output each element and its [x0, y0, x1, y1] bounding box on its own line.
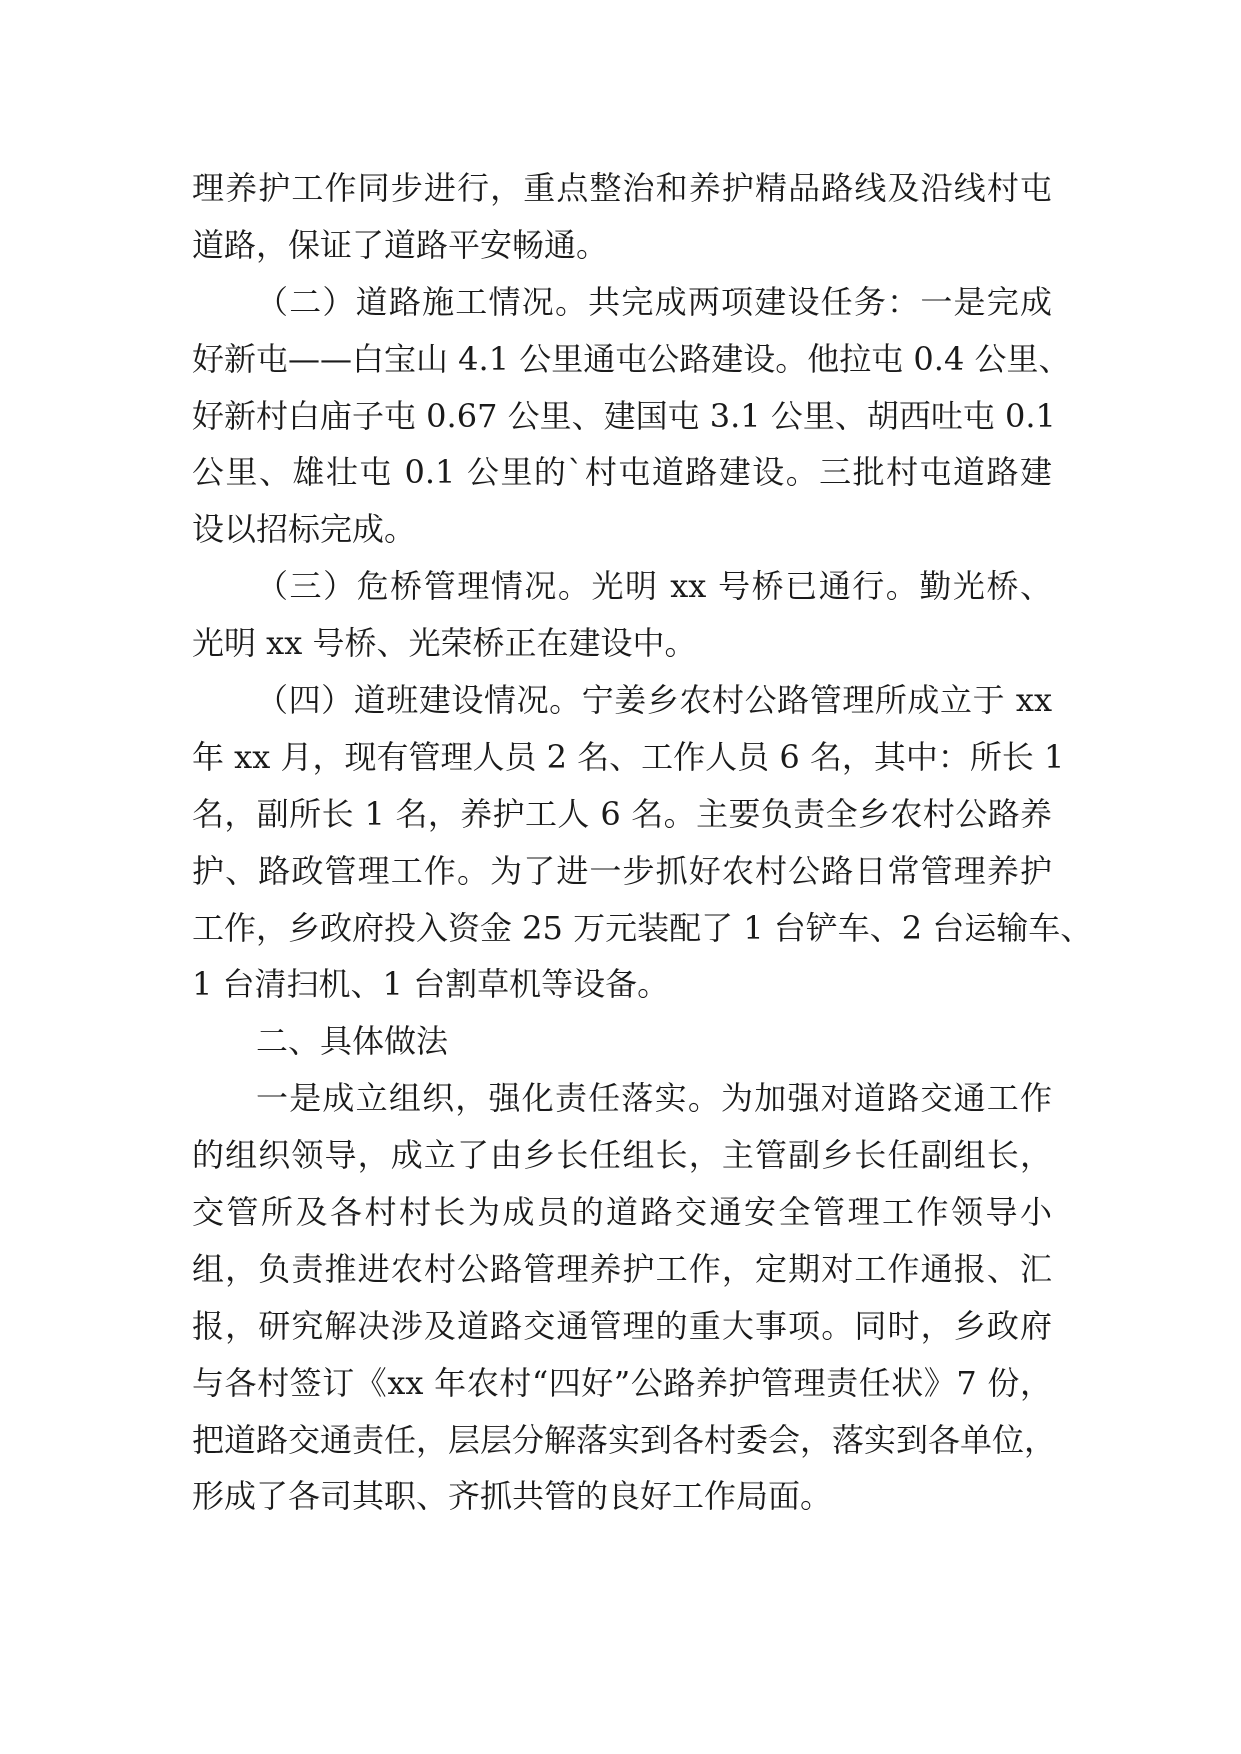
text-line: （四）道班建设情况。宁姜乡农村公路管理所成立于 xx	[256, 681, 1052, 720]
text-line: 二、具体做法	[256, 1022, 449, 1061]
text-line: 形成了各司其职、齐抓共管的良好工作局面。	[192, 1477, 833, 1516]
text-line: 一是成立组织，强化责任落实。为加强对道路交通工作	[256, 1079, 1052, 1118]
text-line: （二）道路施工情况。共完成两项建设任务：一是完成	[256, 282, 1052, 321]
text-line: 与各村签订《xx 年农村“四好”公路养护管理责任状》7 份，	[192, 1363, 1052, 1402]
text-line: 道路，保证了道路平安畅通。	[192, 225, 609, 264]
document-body	[192, 160, 1093, 1525]
text-line: 报，研究解决涉及道路交通管理的重大事项。同时，乡政府	[192, 1306, 1052, 1345]
text-line: 公里、雄壮屯 0.1 公里的`村屯道路建设。三批村屯道路建	[192, 453, 1052, 492]
text-line: 交管所及各村村长为成员的道路交通安全管理工作领导小	[192, 1193, 1052, 1232]
text-line: 护、路政管理工作。为了进一步抓好农村公路日常管理养护	[192, 851, 1052, 890]
text-line: 工作，乡政府投入资金 25 万元装配了 1 台铲车、2 台运输车、	[192, 908, 1093, 947]
text-line: 名，副所长 1 名，养护工人 6 名。主要负责全乡农村公路养	[192, 794, 1052, 833]
text-line: 光明 xx 号桥、光荣桥正在建设中。	[192, 624, 697, 663]
text-line: 年 xx 月，现有管理人员 2 名、工作人员 6 名，其中：所长 1	[192, 737, 1065, 776]
text-line: 把道路交通责任，层层分解落实到各村委会，落实到各单位，	[192, 1420, 1057, 1459]
text-line: 组，负责推进农村公路管理养护工作，定期对工作通报、汇	[192, 1249, 1052, 1288]
text-line: （三）危桥管理情况。光明 xx 号桥已通行。勤光桥、	[256, 567, 1052, 606]
text-line: 理养护工作同步进行，重点整治和养护精品路线及沿线村屯	[192, 169, 1052, 207]
text-line: 的组织领导，成立了由乡长任组长，主管副乡长任副组长，	[192, 1136, 1052, 1175]
text-line: 设以招标完成。	[192, 510, 417, 549]
text-line: 好新村白庙子屯 0.67 公里、建国屯 3.1 公里、胡西吐屯 0.1	[192, 396, 1056, 435]
text-line: 1 台清扫机、1 台割草机等设备。	[192, 965, 670, 1004]
text-line: 好新屯——白宝山 4.1 公里通屯公路建设。他拉屯 0.4 公里、	[192, 339, 1071, 378]
